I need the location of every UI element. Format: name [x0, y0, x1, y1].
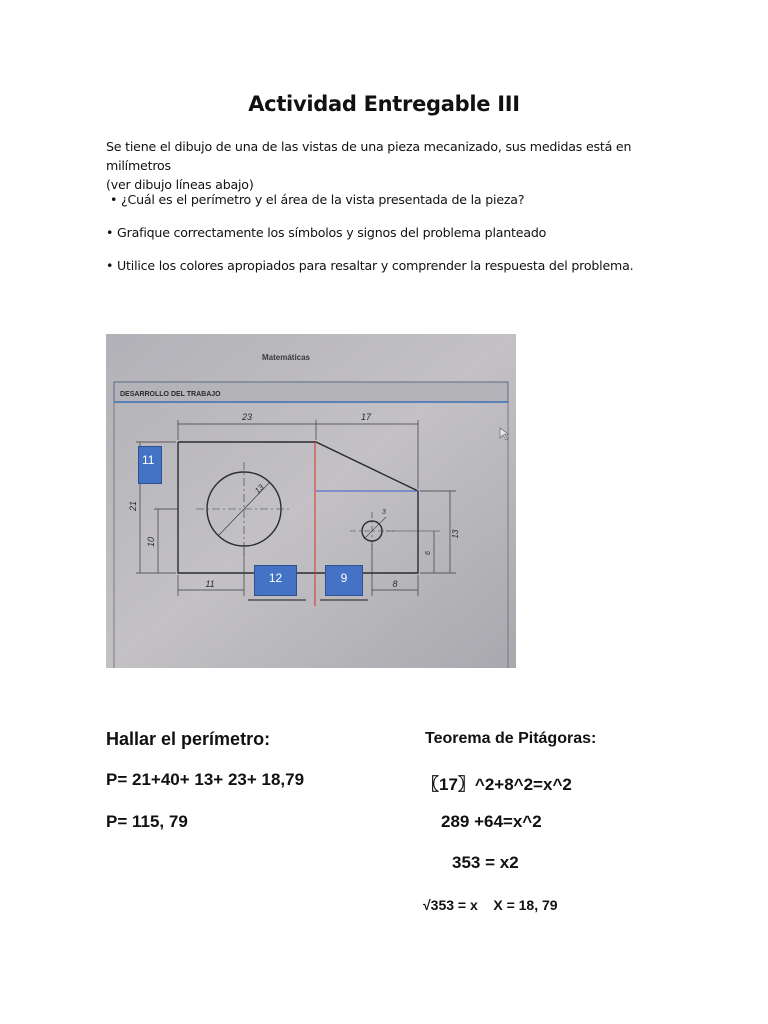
- perimeter-line-2: P= 115, 79: [106, 812, 188, 831]
- technical-drawing-svg: [106, 334, 516, 668]
- pythagoras-line-4: √353 = x X = 18, 79: [423, 897, 558, 913]
- technical-drawing-photo: [106, 334, 516, 668]
- intro-paragraph: [106, 137, 666, 194]
- overlay-box-bottom-mid: 12: [254, 565, 297, 596]
- dim-label-big-circle: 13: [253, 482, 266, 496]
- intro-line-2: (ver dibujo líneas abajo): [106, 177, 254, 192]
- bullet-item: • Grafique correctamente los símbolos y signos del problema planteado: [106, 225, 547, 240]
- perimeter-heading: Hallar el perímetro:: [106, 729, 271, 749]
- section-label: DESARROLLO DEL TRABAJO: [120, 391, 221, 398]
- overlay-box-left: 11: [138, 446, 162, 484]
- overlay-box-bottom-right: 9: [325, 565, 363, 596]
- dim-label-right-height: 13: [451, 529, 460, 539]
- dim-label-top-left: 23: [241, 412, 253, 422]
- dim-label-top-right: 17: [360, 412, 372, 422]
- bullet-item: • Utilice los colores apropiados para resaltar y comprender la respuesta del problema.: [106, 258, 634, 273]
- dim-label-right-inner: 6: [425, 551, 432, 555]
- perimeter-line-1: P= 21+40+ 13+ 23+ 18,79: [106, 770, 305, 789]
- pythagoras-line-2: 289 +64=x^2: [441, 812, 542, 831]
- dim-label-left-inner: 10: [146, 536, 156, 548]
- document-title: Actividad Entregable III: [248, 92, 520, 116]
- dim-label-bottom-left: 11: [205, 579, 215, 589]
- figure-header-title: Matemáticas: [261, 353, 311, 362]
- dim-label-small-circle: 3: [382, 509, 386, 516]
- intro-line-1: Se tiene el dibujo de una de las vistas de una pieza mecanizado, sus medidas está en milímetros: [106, 139, 632, 173]
- bullet-item: • ¿Cuál es el perímetro y el área de la vista presentada de la pieza?: [110, 192, 525, 207]
- pythagoras-line-3: 353 = x2: [452, 853, 519, 872]
- pythagoras-heading: Teorema de Pitágoras:: [425, 730, 597, 747]
- dim-label-left-height: 21: [128, 500, 138, 512]
- dim-label-bottom-right: 8: [392, 579, 398, 589]
- pythagoras-line-1: 〖17〗^2+8^2=x^2: [422, 775, 572, 794]
